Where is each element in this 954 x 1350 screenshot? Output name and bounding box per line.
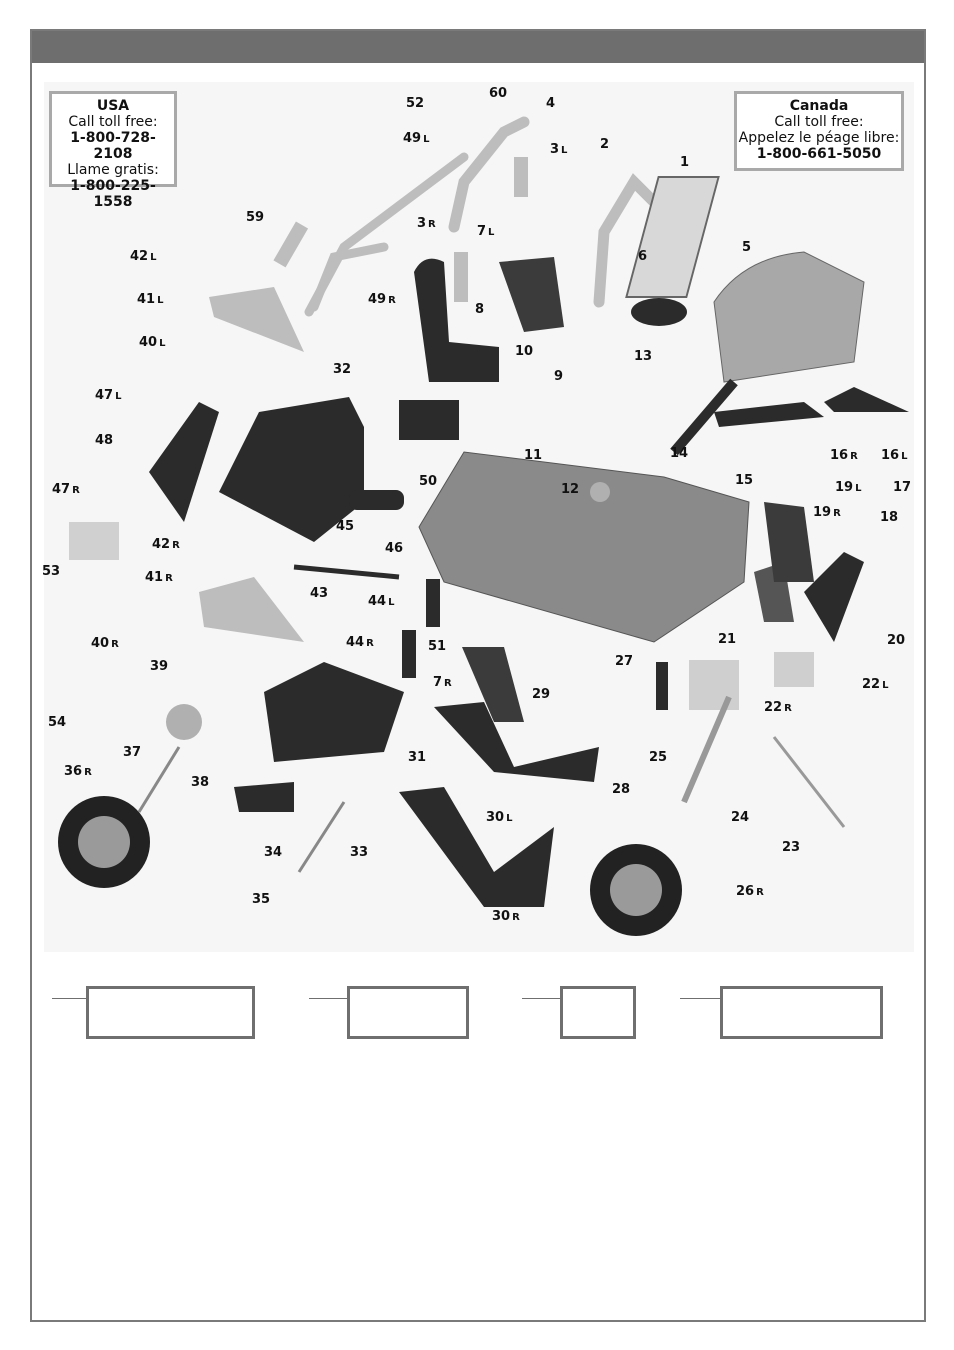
part-number: 10 (515, 344, 534, 359)
part-label-22l (862, 678, 888, 693)
part-label-52 (406, 97, 424, 111)
part-number: 30 (492, 909, 511, 924)
part-side: L (882, 680, 889, 691)
part-label-29 (532, 688, 550, 702)
part-number: 49 (368, 292, 387, 307)
part-number: 7 (477, 224, 487, 239)
part-label-14 (670, 447, 688, 461)
part-59-tube (273, 221, 308, 267)
part-24-rail (684, 697, 729, 802)
part-label-43 (310, 587, 328, 601)
part-side: L (115, 391, 122, 402)
part-number: 36 (64, 764, 83, 779)
part-53-light (69, 522, 119, 560)
part-number: 18 (880, 510, 899, 525)
part-side: R (512, 912, 520, 923)
part-number: 53 (42, 564, 61, 579)
part-label-36r (64, 765, 92, 780)
part-label-47l (95, 389, 121, 404)
part-number: 48 (95, 433, 114, 448)
bottom-box-leader-1 (52, 998, 88, 999)
part-side: R (84, 767, 92, 778)
part-number: 30 (486, 810, 505, 825)
part-number: 23 (782, 840, 801, 855)
bottom-box-leader-3 (522, 998, 562, 999)
part-number: 42 (152, 537, 171, 552)
part-label-60 (489, 87, 507, 101)
part-number: 46 (385, 541, 404, 556)
part-number: 21 (718, 632, 737, 647)
part-label-37 (123, 746, 141, 760)
canada-toll-free-label: Call toll free: (774, 114, 864, 130)
part-number: 20 (887, 633, 906, 648)
part-41r-panel (199, 577, 304, 642)
part-number: 39 (150, 659, 169, 674)
part-label-44l (368, 595, 394, 610)
part-label-38 (191, 776, 209, 790)
part-31-gearbox (264, 662, 404, 762)
part-label-13 (634, 350, 652, 364)
part-label-41l (137, 293, 163, 308)
part-30r-fender (399, 787, 554, 907)
usa-toll-free-label-es: Llame gratis: (67, 162, 159, 178)
part-number: 22 (764, 700, 783, 715)
part-label-49l (403, 132, 429, 147)
part-45-bar (294, 567, 399, 577)
part-label-26r (736, 885, 764, 900)
part-number: 50 (419, 474, 438, 489)
part-4-roll-bar (454, 122, 524, 227)
part-7l-door-net (499, 257, 564, 332)
part-label-54 (48, 716, 66, 730)
part-number: 1 (680, 155, 690, 170)
part-label-17 (893, 481, 911, 495)
part-27-main-body (419, 452, 749, 642)
canada-contact-box (734, 91, 904, 171)
part-label-8 (475, 303, 484, 317)
part-number: 33 (350, 845, 369, 860)
part-label-5 (742, 241, 751, 255)
usa-phone-2: 1-800-225-1558 (70, 178, 156, 210)
part-label-39 (150, 660, 168, 674)
part-number: 13 (634, 349, 653, 364)
part-44r-spring (402, 630, 416, 678)
part-number: 44 (346, 635, 365, 650)
part-side: L (157, 295, 164, 306)
part-label-30l (486, 811, 512, 826)
part-label-3r (417, 217, 436, 232)
part-side: L (506, 813, 513, 824)
part-number: 22 (862, 677, 881, 692)
part-number: 8 (475, 302, 485, 317)
part-side: R (444, 678, 452, 689)
part-label-7l (477, 225, 494, 240)
part-side: R (784, 703, 792, 714)
part-number: 25 (649, 750, 668, 765)
part-16r-bar (714, 402, 824, 427)
part-label-6 (638, 250, 647, 264)
part-label-20 (887, 634, 905, 648)
part-side: L (561, 145, 568, 156)
part-number: 44 (368, 594, 387, 609)
part-label-2 (600, 138, 609, 152)
part-number: 5 (742, 240, 752, 255)
part-label-10 (515, 345, 533, 359)
part-label-50 (419, 475, 437, 489)
part-number: 32 (333, 362, 352, 377)
part-number: 9 (554, 369, 564, 384)
part-label-40l (139, 336, 165, 351)
part-44l-spring (426, 579, 440, 627)
part-number: 60 (489, 86, 508, 101)
part-number: 38 (191, 775, 210, 790)
part-12-cap (590, 482, 610, 502)
part-46-motor (349, 490, 404, 510)
part-number: 19 (813, 505, 832, 520)
part-number: 43 (310, 586, 329, 601)
part-number: 14 (670, 446, 689, 461)
part-label-7r (433, 676, 452, 691)
part-number: 42 (130, 249, 149, 264)
part-label-42l (130, 250, 156, 265)
part-side: L (901, 451, 908, 462)
part-23-rod (774, 737, 844, 827)
part-label-19l (835, 481, 861, 496)
part-number: 3 (417, 216, 427, 231)
part-side: R (72, 485, 80, 496)
part-side: L (159, 338, 166, 349)
part-label-1 (680, 156, 689, 170)
part-label-33 (350, 846, 368, 860)
part-number: 4 (546, 96, 556, 111)
part-20-bumper (804, 552, 864, 642)
part-side: R (111, 639, 119, 650)
part-number: 41 (145, 570, 164, 585)
part-label-25 (649, 751, 667, 765)
part-side: R (165, 573, 173, 584)
bottom-box-2 (347, 986, 469, 1039)
part-side: L (388, 597, 395, 608)
part-label-47r (52, 483, 80, 498)
part-number: 2 (600, 137, 610, 152)
part-label-48 (95, 434, 113, 448)
part-label-24 (731, 811, 749, 825)
part-label-41r (145, 571, 173, 586)
part-3l-post (514, 157, 528, 197)
part-label-19r (813, 506, 841, 521)
part-label-28 (612, 783, 630, 797)
canada-country: Canada (789, 98, 849, 114)
part-number: 40 (91, 636, 110, 651)
part-side: L (150, 252, 157, 263)
part-number: 12 (561, 482, 580, 497)
part-number: 31 (408, 750, 427, 765)
part-number: 35 (252, 892, 271, 907)
part-number: 49 (403, 131, 422, 146)
part-side: L (488, 227, 495, 238)
part-label-27 (615, 655, 633, 669)
part-number: 26 (736, 884, 755, 899)
part-16l-bar (824, 387, 909, 412)
part-label-35 (252, 893, 270, 907)
part-number: 52 (406, 96, 425, 111)
part-number: 34 (264, 845, 283, 860)
part-number: 28 (612, 782, 631, 797)
part-label-53 (42, 565, 60, 579)
part-side: R (428, 219, 436, 230)
part-number: 51 (428, 639, 447, 654)
part-label-22r (764, 701, 792, 716)
usa-contact-box (49, 91, 177, 210)
part-number: 47 (95, 388, 114, 403)
part-38-gear (166, 704, 202, 740)
part-33-axle (299, 802, 344, 872)
bottom-box-1 (86, 986, 255, 1039)
part-6-steering-wheel (631, 298, 687, 326)
parts-illustration (44, 82, 914, 952)
part-label-49r (368, 293, 396, 308)
part-label-16r (830, 449, 858, 464)
part-number: 45 (336, 519, 355, 534)
part-number: 7 (433, 675, 443, 690)
part-number: 54 (48, 715, 67, 730)
part-3r-post (454, 252, 468, 302)
part-label-44r (346, 636, 374, 651)
part-number: 37 (123, 745, 142, 760)
part-label-15 (735, 474, 753, 488)
part-number: 16 (881, 448, 900, 463)
part-number: 40 (139, 335, 158, 350)
part-50-battery-box (399, 400, 459, 440)
canada-phone: 1-800-661-5050 (756, 146, 882, 162)
part-41l-panel (209, 287, 304, 352)
part-label-23 (782, 841, 800, 855)
part-side: L (855, 483, 862, 494)
part-number: 59 (246, 210, 265, 225)
canada-toll-free-label-fr: Appelez le péage libre: (738, 130, 900, 146)
part-label-45 (336, 520, 354, 534)
part-26r-hub (610, 864, 662, 916)
usa-toll-free-label: Call toll free: (68, 114, 158, 130)
part-label-34 (264, 846, 282, 860)
part-label-11 (524, 449, 542, 463)
part-number: 24 (731, 810, 750, 825)
part-34-cover (234, 782, 294, 812)
part-number: 6 (638, 249, 648, 264)
part-label-21 (718, 633, 736, 647)
part-number: 29 (532, 687, 551, 702)
part-label-3l (550, 143, 567, 158)
part-label-31 (408, 751, 426, 765)
part-side: R (850, 451, 858, 462)
part-label-18 (880, 511, 898, 525)
part-label-32 (333, 363, 351, 377)
part-5-hood (714, 252, 864, 382)
part-number: 16 (830, 448, 849, 463)
bottom-box-leader-4 (680, 998, 722, 999)
part-label-46 (385, 542, 403, 556)
part-25-spring (656, 662, 668, 710)
part-22r-bracket (689, 660, 739, 710)
exploded-parts-diagram (44, 82, 914, 952)
usa-phone-1: 1-800-728-2108 (70, 130, 156, 162)
part-side: R (388, 295, 396, 306)
part-label-59 (246, 211, 264, 225)
part-number: 27 (615, 654, 634, 669)
part-label-42r (152, 538, 180, 553)
part-label-16l (881, 449, 907, 464)
part-label-40r (91, 637, 119, 652)
part-number: 41 (137, 292, 156, 307)
part-label-30r (492, 910, 520, 925)
part-36r-hub (78, 816, 130, 868)
part-number: 47 (52, 482, 71, 497)
part-label-4 (546, 97, 555, 111)
part-side: L (423, 134, 430, 145)
part-number: 3 (550, 142, 560, 157)
part-number: 15 (735, 473, 754, 488)
usa-country: USA (96, 98, 130, 114)
part-side: R (756, 887, 764, 898)
part-side: R (366, 638, 374, 649)
part-48-side-frame (149, 402, 219, 522)
part-label-9 (554, 370, 563, 384)
bottom-box-3 (560, 986, 636, 1039)
part-number: 11 (524, 448, 543, 463)
part-label-51 (428, 640, 446, 654)
bottom-box-4 (720, 986, 883, 1039)
part-side: R (172, 540, 180, 551)
bottom-box-leader-2 (309, 998, 349, 999)
part-37-axle (139, 747, 179, 812)
part-number: 17 (893, 480, 912, 495)
part-22l-bracket (774, 652, 814, 687)
part-number: 19 (835, 480, 854, 495)
part-label-12 (561, 483, 579, 497)
part-side: R (833, 508, 841, 519)
